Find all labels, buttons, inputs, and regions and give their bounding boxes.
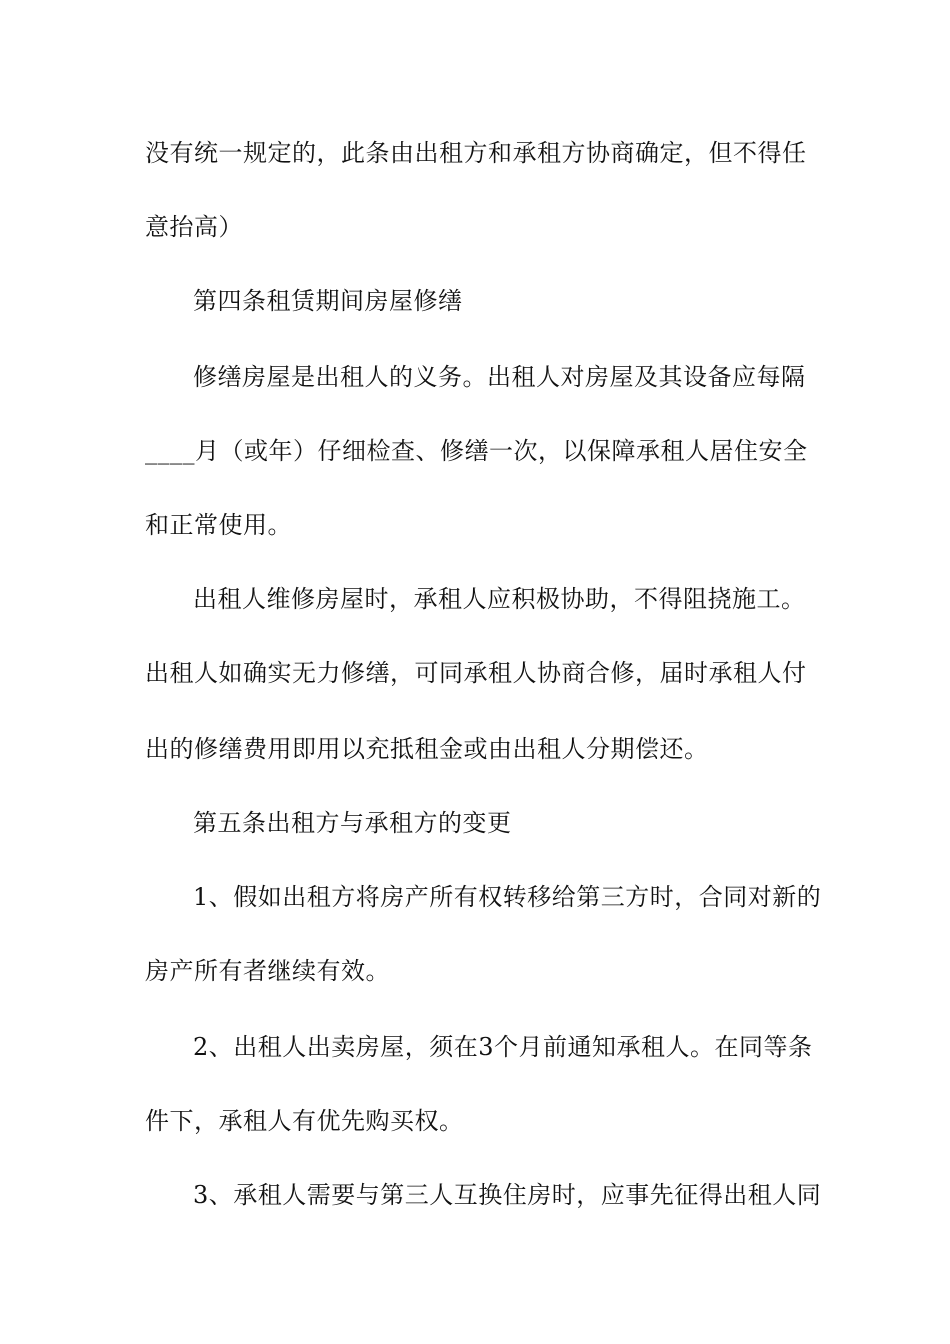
text-line-4: 修缮房屋是出租人的义务。出租人对房屋及其设备应每隔 (193, 363, 806, 391)
article-five-heading: 第五条出租方与承租方的变更 (193, 809, 512, 837)
text-line-2: 意抬高） (145, 213, 243, 241)
text-line-7: 出租人维修房屋时，承租人应积极协助，不得阻挠施工。 (193, 585, 806, 613)
text-line-12: 房产所有者继续有效。 (145, 957, 390, 985)
text-line-14: 件下，承租人有优先购买权。 (145, 1107, 464, 1135)
text-line-11: 1、假如出租方将房产所有权转移给第三方时，合同对新的 (193, 883, 822, 911)
text-line-8: 出租人如确实无力修缮，可同承租人协商合修，届时承租人付 (145, 659, 807, 687)
text-line-15: 3、承租人需要与第三人互换住房时，应事先征得出租人同 (193, 1181, 822, 1209)
text-line-6: 和正常使用。 (145, 511, 292, 539)
text-line-1: 没有统一规定的，此条由出租方和承租方协商确定，但不得任 (145, 139, 807, 167)
article-four-heading: 第四条租赁期间房屋修缮 (193, 287, 463, 315)
text-line-9: 出的修缮费用即用以充抵租金或由出租人分期偿还。 (145, 735, 709, 763)
text-line-5: ____月（或年）仔细检查、修缮一次，以保障承租人居住安全 (145, 437, 808, 465)
text-line-13: 2、出租人出卖房屋，须在3个月前通知承租人。在同等条 (193, 1033, 813, 1061)
